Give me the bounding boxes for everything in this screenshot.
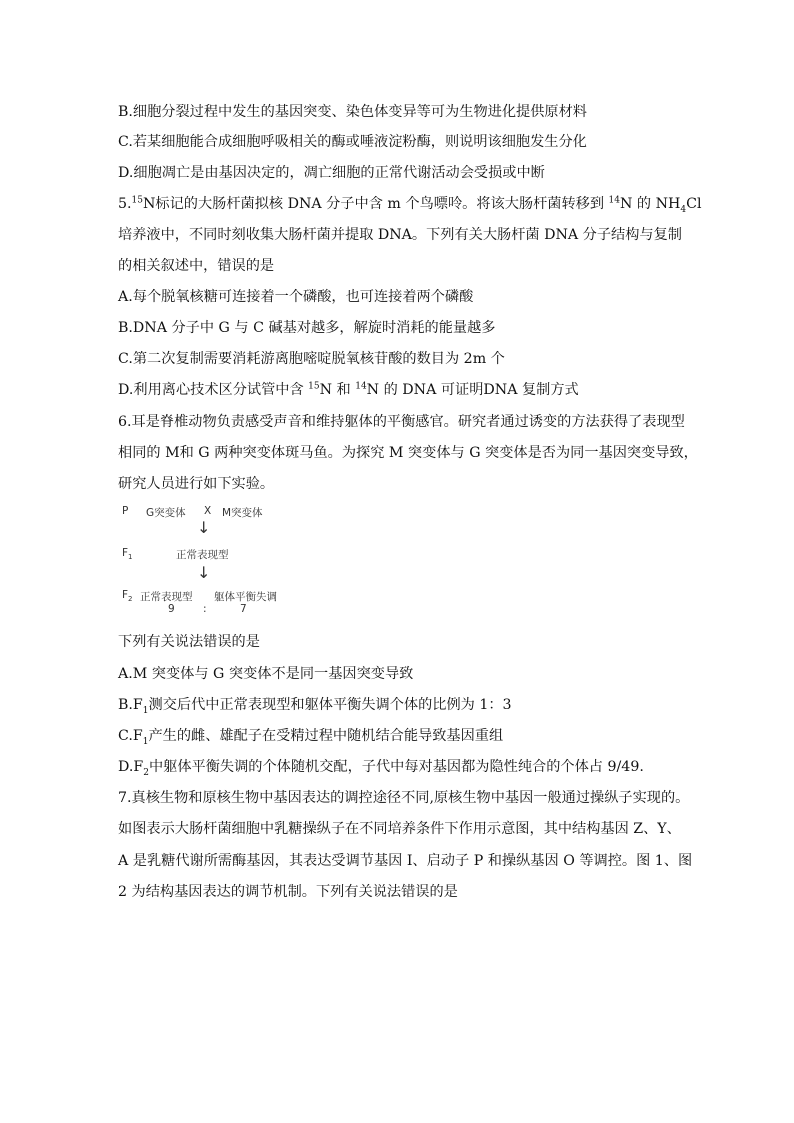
f2-letter: F: [122, 589, 129, 601]
subscript: 4: [680, 204, 687, 215]
question-5-option-d: [118, 380, 579, 400]
genetic-cross-diagram: [118, 503, 288, 615]
subscript: 2: [143, 767, 149, 778]
question-6-option-d: [118, 757, 644, 777]
f1-phenotype-label: 正常表现型: [176, 549, 229, 561]
question-5-stem-line-1: [118, 194, 702, 214]
option-c-cell-differentiation: C.若某细胞能合成细胞呼吸相关的酶或唾液淀粉酶，则说明该细胞发生分化: [118, 134, 587, 150]
text: 产生的雌、雄配子在受精过程中随机结合能导致基因重组: [148, 728, 504, 744]
question-5-stem-line-2: 培养液中，不同时刻收集大肠杆菌并提取 DNA。下列有关大肠杆菌 DNA 分子结构与复制: [118, 227, 682, 243]
text: D.F: [118, 759, 144, 775]
text: N 和: [319, 382, 356, 398]
superscript: 14: [355, 381, 367, 392]
text: 测交后代中正常表现型和躯体平衡失调个体的比例为 1：3: [148, 697, 512, 713]
question-5-stem-line-3: 的相关叙述中，错误的是: [118, 258, 275, 274]
f1-letter: F: [122, 547, 129, 559]
f2-normal-phenotype-label: 正常表现型: [140, 591, 193, 603]
question-7-stem-line-2: 如图表示大肠杆菌细胞中乳糖操纵子在不同培养条件下作用示意图，其中结构基因 Z、Y、: [118, 821, 681, 837]
arrow-down-icon: ↓: [197, 518, 211, 537]
option-b-cell-division: B.细胞分裂过程中发生的基因突变、染色体变异等可为生物进化提供原材料: [118, 104, 587, 120]
question-6-stem-line-2: 相同的 M和 G 两种突变体斑马鱼。为探究 M 突变体与 G 突变体是否为同一基因突变导致，: [118, 445, 698, 461]
question-5-option-a: A.每个脱氧核糖可连接着一个磷酸，也可连接着两个磷酸: [118, 289, 474, 305]
text: N 的 DNA 可证明DNA 复制方式: [366, 382, 579, 398]
subscript: 1: [128, 553, 133, 562]
p-generation-label: P: [122, 505, 129, 517]
question-6-prompt: 下列有关说法错误的是: [118, 634, 260, 650]
question-number: 5.: [118, 196, 132, 212]
question-7-stem-line-1: 7.真核生物和原核生物中基因表达的调控途径不同,原核生物中基因一般通过操纵子实现的。: [118, 790, 690, 806]
subscript: 2: [128, 595, 133, 604]
question-5-option-c: C.第二次复制需要消耗游离胞嘧啶脱氧核苷酸的数目为 2m 个: [118, 351, 505, 367]
text: B.F: [118, 697, 143, 713]
question-6-stem-line-3: 研究人员进行如下实验。: [118, 476, 275, 492]
f2-balance-disorder-label: 躯体平衡失调: [214, 591, 277, 603]
superscript: 15: [131, 195, 143, 206]
question-7-stem-line-3: A 是乳糖代谢所需酶基因，其表达受调节基因 I、启动子 P 和操纵基因 O 等调控。图 1、图: [118, 853, 693, 869]
g-mutant-label: G突变体: [146, 507, 186, 519]
text: Cl: [686, 196, 702, 212]
cross-symbol: X: [204, 505, 212, 517]
superscript: 15: [308, 381, 320, 392]
question-6-option-a: A.M 突变体与 G 突变体不是同一基因突变导致: [118, 666, 414, 682]
ratio-normal: 9: [168, 603, 175, 615]
subscript: 1: [142, 705, 149, 716]
arrow-down-icon: ↓: [197, 563, 211, 582]
text: D.利用离心技术区分试管中含: [118, 382, 309, 398]
question-6-stem-line-1: 6.耳是脊椎动物负责感受声音和维持躯体的平衡感官。研究者通过诱变的方法获得了表现型: [118, 414, 685, 430]
text: 中躯体平衡失调的个体随机交配，子代中每对基因都为隐性纯合的个体占 9/49.: [148, 759, 644, 775]
question-7-stem-line-4: 2 为结构基因表达的调节机制。下列有关说法错误的是: [118, 884, 458, 900]
m-mutant-label: M突变体: [222, 507, 263, 519]
ratio-colon: :: [203, 603, 207, 615]
text: N标记的大肠杆菌拟核 DNA 分子中含 m 个鸟嘌呤。将该大肠杆菌转移到: [143, 196, 609, 212]
question-6-option-b: [118, 695, 512, 715]
subscript: 1: [142, 736, 149, 747]
question-5-option-b: B.DNA 分子中 G 与 C 碱基对越多，解旋时消耗的能量越多: [118, 320, 496, 336]
question-6-option-c: [118, 726, 503, 746]
f2-generation-label: [122, 589, 133, 604]
f1-generation-label: [122, 547, 133, 562]
text: N 的 NH: [619, 196, 681, 212]
ratio-abnormal: 7: [240, 603, 247, 615]
text: C.F: [118, 728, 143, 744]
option-d-apoptosis: D.细胞凋亡是由基因决定的，凋亡细胞的正常代谢活动会受损或中断: [118, 165, 545, 181]
superscript: 14: [608, 195, 620, 206]
